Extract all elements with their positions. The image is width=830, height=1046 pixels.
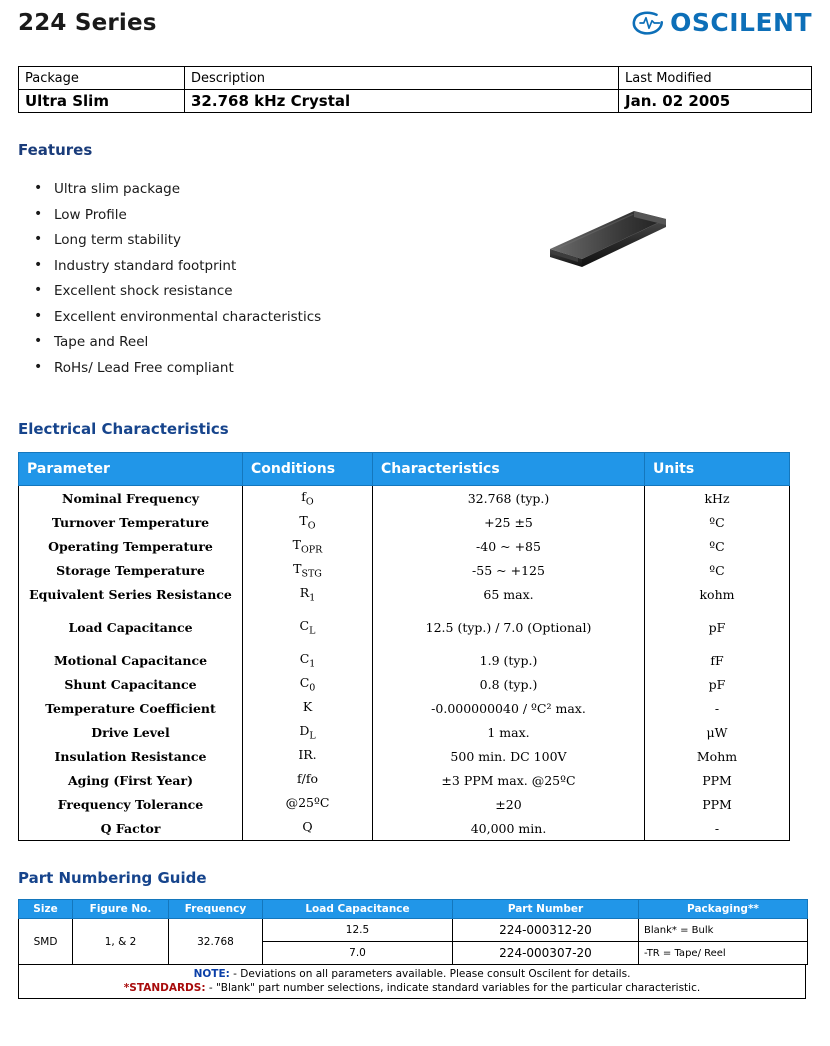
list-item: • Excellent shock resistance — [18, 279, 812, 305]
row-parameter: Temperature Coefficient — [19, 696, 243, 720]
table-row — [19, 486, 790, 511]
electrical-characteristics-table — [18, 452, 790, 841]
part-number-cell: 224-000312-20 — [453, 919, 639, 942]
brand-logo — [631, 8, 812, 37]
table-row — [19, 648, 790, 672]
frequency-cell: 32.768 — [169, 919, 263, 965]
row-conditions: $T_O$ — [243, 510, 373, 534]
row-units: - — [645, 816, 790, 841]
row-characteristics: -40 ~ +85 — [373, 534, 645, 558]
row-parameter: Shunt Capacitance — [19, 672, 243, 696]
part-number-cell: 224-000307-20 — [453, 942, 639, 965]
row-characteristics: +25 ±5 — [373, 510, 645, 534]
table-row — [19, 606, 790, 648]
row-conditions: $R_1$ — [243, 582, 373, 606]
electrical-heading: Electrical Characteristics — [18, 420, 229, 438]
row-conditions: $T_{OPR}$ — [243, 534, 373, 558]
list-item: • Tape and Reel — [18, 330, 812, 356]
row-units: - — [645, 696, 790, 720]
row-characteristics: 65 max. — [373, 582, 645, 606]
table-row — [19, 720, 790, 744]
features-list — [18, 177, 812, 381]
row-conditions: IR. — [243, 744, 373, 768]
col-header-characteristics: Characteristics — [373, 453, 645, 486]
standards-label: *STANDARDS: — [123, 982, 206, 994]
row-units: PPM — [645, 768, 790, 792]
row-characteristics: 500 min. DC 100V — [373, 744, 645, 768]
row-conditions: $C_1$ — [243, 648, 373, 672]
list-item: • Low Profile — [18, 203, 812, 229]
last-modified-value-cell: Jan. 02 2005 — [619, 90, 812, 113]
row-parameter: Equivalent Series Resistance — [19, 582, 243, 606]
row-parameter: Q Factor — [19, 816, 243, 841]
packaging-cell: Blank* = Bulk — [639, 919, 808, 942]
notes-block — [18, 965, 806, 999]
row-characteristics: ±20 — [373, 792, 645, 816]
datasheet-page — [0, 8, 830, 1046]
row-characteristics: -55 ~ +125 — [373, 558, 645, 582]
row-units: kHz — [645, 486, 790, 511]
row-characteristics: 40,000 min. — [373, 816, 645, 841]
row-parameter: Operating Temperature — [19, 534, 243, 558]
row-units: pF — [645, 606, 790, 648]
table-row — [19, 696, 790, 720]
row-conditions: $T_{STG}$ — [243, 558, 373, 582]
table-row — [19, 919, 808, 942]
row-units: kohm — [645, 582, 790, 606]
row-units: PPM — [645, 792, 790, 816]
row-conditions: K — [243, 696, 373, 720]
row-characteristics: ±3 PPM max. @25ºC — [373, 768, 645, 792]
row-conditions: $C_0$ — [243, 672, 373, 696]
page-title: 224 Series — [18, 10, 157, 36]
brand-name: OSCILENT — [670, 8, 812, 37]
list-item: • Long term stability — [18, 228, 812, 254]
row-conditions: $f_O$ — [243, 486, 373, 511]
list-item: • Industry standard footprint — [18, 254, 812, 280]
row-parameter: Turnover Temperature — [19, 510, 243, 534]
row-parameter: Nominal Frequency — [19, 486, 243, 511]
col-header-conditions: Conditions — [243, 453, 373, 486]
table-row — [19, 792, 790, 816]
list-item: • RoHs/ Lead Free compliant — [18, 356, 812, 382]
row-characteristics: 1 max. — [373, 720, 645, 744]
table-row — [19, 582, 790, 606]
list-item: • Excellent environmental characteristics — [18, 305, 812, 331]
crystal-package-photo — [538, 203, 678, 273]
package-value-cell: Ultra Slim — [19, 90, 185, 113]
package-header-cell: Package — [19, 67, 185, 90]
note-text: - Deviations on all parameters available. Please consult Oscilent for details. — [229, 968, 631, 980]
row-units: Mohm — [645, 744, 790, 768]
table-header-row — [19, 453, 790, 486]
table-row — [19, 672, 790, 696]
row-parameter: Storage Temperature — [19, 558, 243, 582]
row-units: μW — [645, 720, 790, 744]
load-capacitance-cell: 12.5 — [263, 919, 453, 942]
description-value-cell: 32.768 kHz Crystal — [185, 90, 619, 113]
note-label: NOTE: — [193, 968, 230, 980]
note-line — [23, 981, 801, 995]
row-conditions: $D_L$ — [243, 720, 373, 744]
part-numbering-table — [18, 899, 808, 965]
table-row — [19, 744, 790, 768]
table-row — [19, 558, 790, 582]
col-header-part-number: Part Number — [453, 900, 639, 919]
row-units: ºC — [645, 558, 790, 582]
col-header-figure-no: Figure No. — [73, 900, 169, 919]
table-row — [19, 768, 790, 792]
row-conditions: $C_L$ — [243, 606, 373, 648]
row-parameter: Load Capacitance — [19, 606, 243, 648]
features-section — [18, 177, 812, 392]
row-characteristics: -0.000000040 / ºC² max. — [373, 696, 645, 720]
row-parameter: Aging (First Year) — [19, 768, 243, 792]
row-characteristics: 0.8 (typ.) — [373, 672, 645, 696]
col-header-units: Units — [645, 453, 790, 486]
table-row — [19, 67, 812, 90]
part-numbering-heading: Part Numbering Guide — [18, 869, 207, 887]
table-header-row — [19, 900, 808, 919]
row-characteristics: 12.5 (typ.) / 7.0 (Optional) — [373, 606, 645, 648]
col-header-frequency: Frequency — [169, 900, 263, 919]
packaging-cell: -TR = Tape/ Reel — [639, 942, 808, 965]
col-header-packaging: Packaging** — [639, 900, 808, 919]
package-summary-table — [18, 66, 812, 113]
row-units: fF — [645, 648, 790, 672]
row-conditions: Q — [243, 816, 373, 841]
row-parameter: Drive Level — [19, 720, 243, 744]
table-row — [19, 534, 790, 558]
col-header-parameter: Parameter — [19, 453, 243, 486]
row-parameter: Frequency Tolerance — [19, 792, 243, 816]
row-characteristics: 32.768 (typ.) — [373, 486, 645, 511]
page-header — [18, 8, 812, 56]
description-header-cell: Description — [185, 67, 619, 90]
features-heading: Features — [18, 141, 93, 159]
table-row — [19, 510, 790, 534]
row-conditions: @25ºC — [243, 792, 373, 816]
figure-no-cell: 1, & 2 — [73, 919, 169, 965]
note-line — [23, 967, 801, 981]
col-header-size: Size — [19, 900, 73, 919]
row-units: pF — [645, 672, 790, 696]
row-parameter: Motional Capacitance — [19, 648, 243, 672]
row-conditions: f/fo — [243, 768, 373, 792]
last-modified-header-cell: Last Modified — [619, 67, 812, 90]
oscilent-wave-icon — [631, 10, 667, 36]
row-units: ºC — [645, 534, 790, 558]
row-units: ºC — [645, 510, 790, 534]
list-item: • Ultra slim package — [18, 177, 812, 203]
load-capacitance-cell: 7.0 — [263, 942, 453, 965]
table-row — [19, 90, 812, 113]
row-parameter: Insulation Resistance — [19, 744, 243, 768]
table-row — [19, 816, 790, 841]
col-header-load-capacitance: Load Capacitance — [263, 900, 453, 919]
standards-text: - "Blank" part number selections, indicate standard variables for the particular characteristic. — [205, 982, 701, 994]
row-characteristics: 1.9 (typ.) — [373, 648, 645, 672]
size-cell: SMD — [19, 919, 73, 965]
